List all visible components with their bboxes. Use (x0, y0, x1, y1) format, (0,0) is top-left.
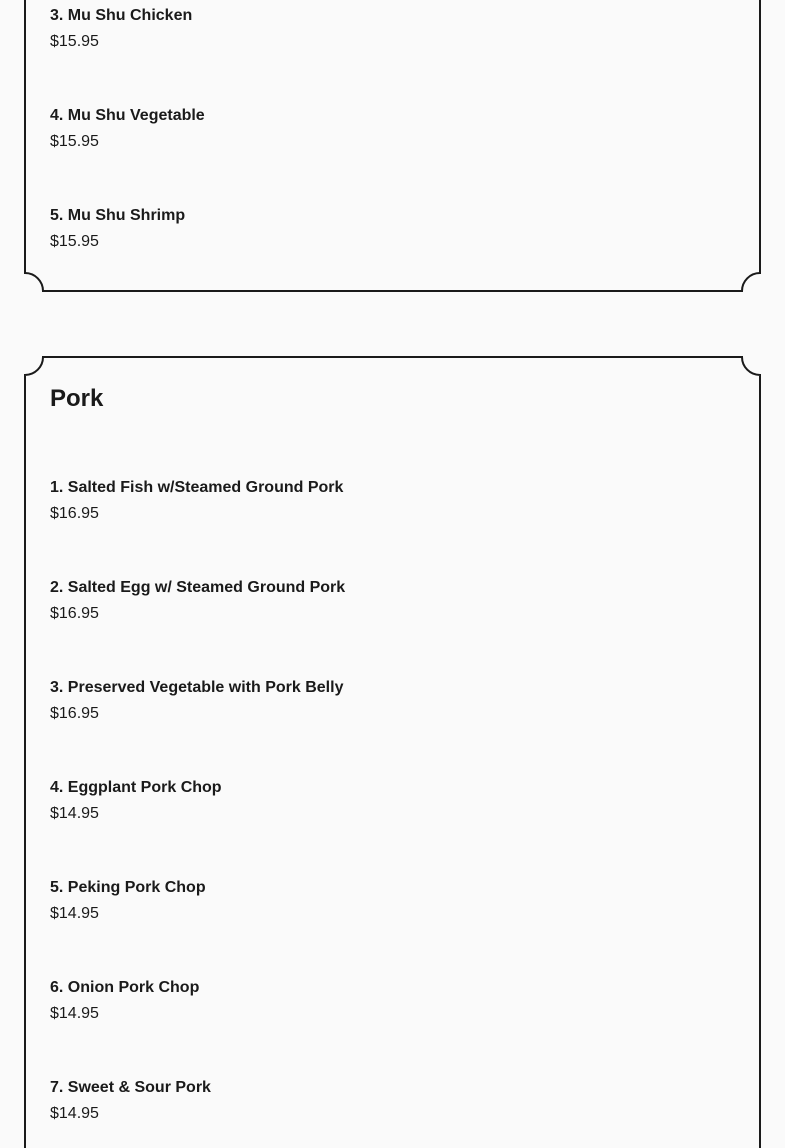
menu-item (50, 678, 343, 724)
menu-item-name: 3. Mu Shu Chicken (50, 7, 193, 24)
section-frame-border (0, 348, 785, 1148)
menu-item (50, 6, 192, 52)
menu-item-name: 5. Peking Pork Chop (50, 879, 206, 896)
menu-item-name: 4. Mu Shu Vegetable (50, 107, 205, 124)
menu-item-name: 7. Sweet & Sour Pork (50, 1079, 211, 1096)
menu-item-name: 3. Preserved Vegetable with Pork Belly (50, 679, 344, 696)
menu-item-price: $16.95 (50, 605, 99, 622)
menu-item (50, 106, 205, 152)
menu-section-pork (0, 348, 785, 1148)
menu-item (50, 878, 206, 924)
menu-item-price: $16.95 (50, 505, 99, 522)
menu-item-price: $16.95 (50, 705, 99, 722)
menu-item (50, 778, 222, 824)
menu-item (50, 578, 345, 624)
menu-item-name: 1. Salted Fish w/Steamed Ground Pork (50, 479, 344, 496)
menu-item (50, 978, 199, 1024)
menu-item-name: 6. Onion Pork Chop (50, 979, 200, 996)
menu-item-name: 2. Salted Egg w/ Steamed Ground Pork (50, 579, 346, 596)
menu-item-price: $15.95 (50, 133, 99, 150)
menu-item-name: 4. Eggplant Pork Chop (50, 779, 222, 796)
menu-item-price: $14.95 (50, 1005, 99, 1022)
menu-item (50, 1078, 211, 1124)
menu-item-price: $15.95 (50, 233, 99, 250)
menu-section-mu-shu (0, 0, 785, 300)
menu-item (50, 206, 185, 252)
section-title: Pork (50, 385, 104, 412)
menu-item (50, 478, 343, 524)
menu-item-price: $14.95 (50, 905, 99, 922)
menu-item-price: $14.95 (50, 805, 99, 822)
menu-item-price: $14.95 (50, 1105, 99, 1122)
menu-item-name: 5. Mu Shu Shrimp (50, 207, 186, 224)
menu-item-price: $15.95 (50, 33, 99, 50)
